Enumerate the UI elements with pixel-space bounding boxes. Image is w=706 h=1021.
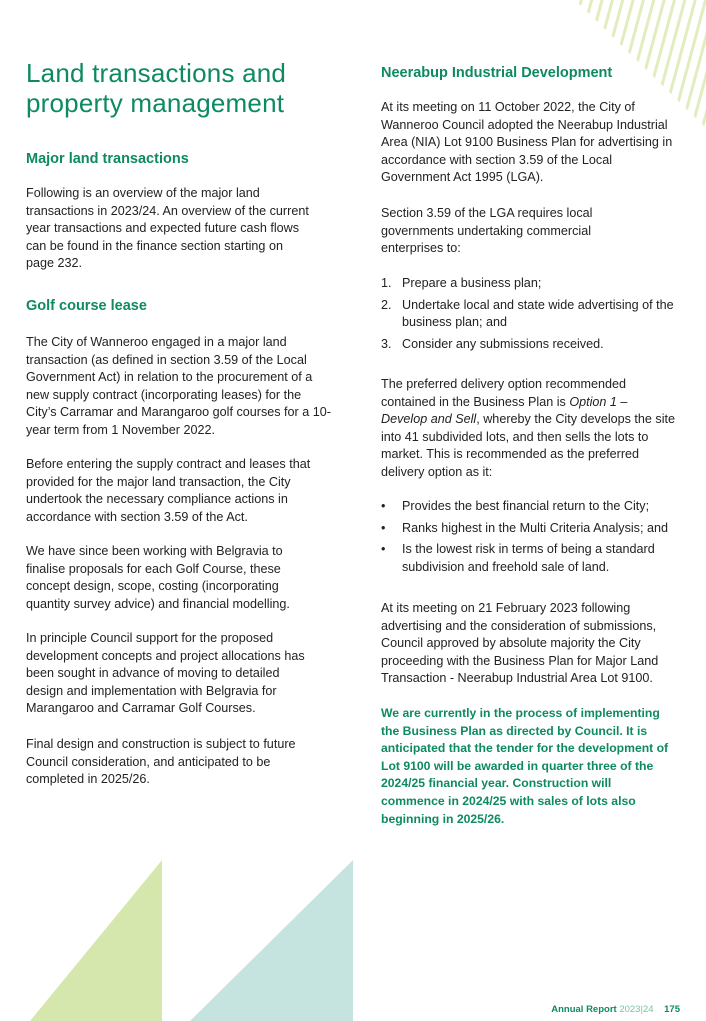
list-item-text: Ranks highest in the Multi Criteria Analysis; and xyxy=(402,520,668,535)
green-triangle xyxy=(30,860,162,1021)
footer-year: 2023|24 xyxy=(619,1004,654,1015)
major-land-heading: Major land transactions xyxy=(26,151,189,167)
list-item xyxy=(381,498,676,516)
neerabup-paragraph-3 xyxy=(381,376,676,482)
bullet-marker: • xyxy=(381,499,386,513)
list-item-text: Provides the best financial return to the City; xyxy=(402,499,650,513)
list-item xyxy=(381,336,676,354)
list-item-text: Prepare a business plan; xyxy=(402,276,542,290)
requirements-list xyxy=(381,275,676,353)
golf-course-heading: Golf course lease xyxy=(26,298,147,314)
option-name: Option 1 – Develop and Sell xyxy=(381,394,628,427)
option-detail-text: , whereby the City develops the site into 41 subdivided lots, and then sells the lots to market. This is recommended as the preferred delivery option as it: xyxy=(381,412,676,479)
bullet-marker: • xyxy=(381,542,386,557)
list-item-text: Is the lowest risk in terms of being a standard subdivision and freehold sale of land. xyxy=(402,542,655,574)
list-item xyxy=(381,520,676,538)
footer-report-label: Annual Report xyxy=(551,1004,617,1015)
major-land-paragraph: Following is an overview of the major land transactions in 2023/24. An overview of the current year transactions and expected future cash flows can be found in the finance section starting on page 232. xyxy=(26,186,309,271)
page-title: Land transactions and property management xyxy=(26,58,287,118)
neerabup-paragraph-1: At its meeting on 11 October 2022, the City of Wanneroo Council adopted the Neerabup Industrial Area (NIA) Lot 9100 Business Plan for advertising in accordance with section 3.59 of the Local Government Act 1995 (LGA). xyxy=(381,100,673,185)
list-number: 3. xyxy=(381,336,392,351)
golf-paragraph-1: The City of Wanneroo engaged in a major land transaction (as defined in section 3.59 of the Local Government Act) in relation to the procurement of a new supply contract (incorporating leases) for the City’s Carramar and Marangaroo golf courses for a 10-year term from 1 November 2022. xyxy=(26,335,331,437)
reasons-list xyxy=(381,498,676,576)
golf-paragraph-5: Final design and construction is subject to future Council consideration, and anticipated to be completed in 2025/26. xyxy=(26,737,296,787)
list-item xyxy=(381,297,676,332)
page-footer xyxy=(551,1004,680,1016)
neerabup-paragraph-2: Section 3.59 of the LGA requires local governments undertaking commercial enterprises to: xyxy=(381,206,593,256)
neerabup-paragraph-4: At its meeting on 21 February 2023 following advertising and the consideration of submissions, Council approved by absolute majority the City proceeding with the Business Plan for Major Land Transaction - Neerabup Industrial Area Lot 9100. xyxy=(381,601,659,686)
list-number: 1. xyxy=(381,276,392,290)
list-item-text: Undertake local and state wide advertising of the business plan; and xyxy=(402,297,674,330)
list-item xyxy=(381,275,676,293)
page-number: 175 xyxy=(664,1004,680,1015)
list-item xyxy=(381,541,676,576)
teal-triangle xyxy=(190,860,353,1021)
golf-paragraph-2: Before entering the supply contract and leases that provided for the major land transaction, the City undertook the necessary compliance actions in accordance with section 3.59 of the Act. xyxy=(26,457,311,524)
list-item-text: Consider any submissions received. xyxy=(402,336,604,351)
option-intro-text: The preferred delivery option recommended contained in the Business Plan is xyxy=(381,377,627,409)
implementation-statement: We are currently in the process of implementing the Business Plan as directed by Council. It is anticipated that the tender for the development of Lot 9100 will be awarded in quarter three of the 2024/25 financial year. Construction will commence in 2024/25 with sales of lots also beginning in 2025/26. xyxy=(381,706,669,826)
list-number: 2. xyxy=(381,297,392,312)
neerabup-heading: Neerabup Industrial Development xyxy=(381,65,613,81)
golf-paragraph-3: We have since been working with Belgravia to finalise proposals for each Golf Course, these concept design, scope, costing (incorporating quantity survey advice) and financial modelling. xyxy=(26,544,290,611)
golf-paragraph-4: In principle Council support for the proposed development concepts and project allocations has been sought in advance of moving to detailed design and implementation with Belgravia for Marangaroo and Carramar Golf Courses. xyxy=(26,631,305,716)
bullet-marker: • xyxy=(381,520,386,535)
